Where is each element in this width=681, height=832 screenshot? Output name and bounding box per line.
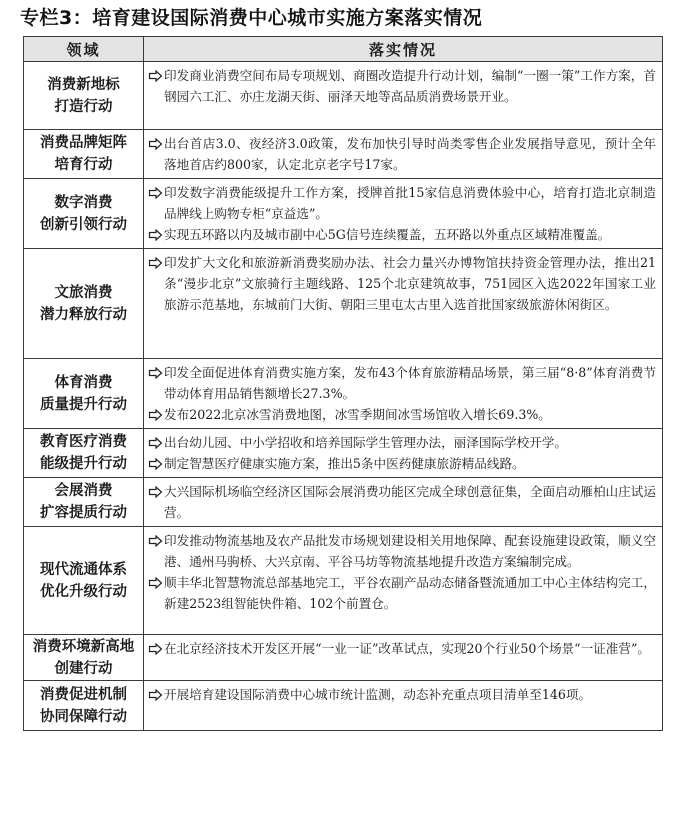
implementation-table: [23, 36, 663, 731]
field-cell: [24, 681, 144, 731]
detail-item: [148, 182, 656, 224]
field-label-line: 培育行动: [54, 157, 113, 173]
table-row: [24, 179, 663, 249]
arrow-right-icon: [148, 65, 164, 86]
detail-text: 印发推动物流基地及农产品批发市场规划建设相关用地保障、配套设施建设政策，顺义空港、通州马驹桥、大兴京南、平谷马坊等物流基地提升改造方案编制完成。: [164, 533, 656, 569]
detail-item: [148, 432, 656, 453]
table-row: [24, 130, 663, 179]
arrow-right-icon: [148, 481, 164, 502]
detail-cell: [144, 249, 663, 359]
detail-text: 印发扩大文化和旅游新消费奖励办法、社会力量兴办博物馆扶持资金管理办法，推出21条“漫步北京”文旅骑行主题线路、125个北京建筑故事，751园区入选2022年国家工业旅游示范基地，东城前门大街、朝阳三里屯太古里入选首批国家级旅游休闲街区。: [164, 255, 656, 312]
arrow-right-icon: [148, 362, 164, 383]
field-cell: [24, 429, 144, 478]
detail-text: 印发商业消费空间布局专项规划、商圈改造提升行动计划，编制“一圈一策”工作方案，首钢园六工汇、亦庄龙湖天街、丽泽天地等高品质消费场景开业。: [164, 68, 656, 104]
detail-cell: [144, 681, 663, 731]
table-row: [24, 527, 663, 635]
detail-text: 在北京经济技术开发区开展“一业一证”改革试点，实现20个行业50个场景“一证准营”。: [164, 641, 650, 656]
field-label-line: 能级提升行动: [40, 456, 127, 472]
detail-cell: [144, 130, 663, 179]
detail-cell: [144, 478, 663, 527]
detail-item: [148, 133, 656, 175]
detail-item: [148, 404, 656, 425]
page-title: 专栏3：培育建设国际消费中心城市实施方案落实情况: [20, 7, 483, 29]
detail-item: [148, 224, 656, 245]
table-row: [24, 681, 663, 731]
header-field: 领域: [24, 37, 144, 62]
table-row: [24, 249, 663, 359]
field-label-line: 消费新地标: [47, 76, 120, 93]
field-label-line: 创建行动: [54, 660, 113, 677]
detail-text: 出台首店3.0、夜经济3.0政策，发布加快引导时尚类零售企业发展指导意见，预计全年落地首店约800家，认定北京老字号17家。: [164, 136, 656, 172]
field-cell: [24, 478, 144, 527]
detail-text: 制定智慧医疗健康实施方案，推出5条中医药健康旅游精品线路。: [164, 456, 525, 471]
detail-cell: [144, 62, 663, 130]
field-cell: [24, 179, 144, 249]
field-label-line: 协同保障行动: [40, 708, 127, 725]
arrow-right-icon: [148, 182, 164, 203]
arrow-right-icon: [148, 572, 164, 593]
arrow-right-icon: [148, 432, 164, 453]
detail-text: 实现五环路以内及城市副中心5G信号连续覆盖，五环路以外重点区域精准覆盖。: [164, 227, 611, 242]
arrow-right-icon: [148, 638, 164, 659]
detail-text: 发布2022北京冰雪消费地图，冰雪季期间冰雪场馆收入增长69.3%。: [164, 407, 551, 422]
field-label-line: 优化升级行动: [40, 583, 127, 600]
field-cell: [24, 635, 144, 681]
table-body: [24, 62, 663, 731]
detail-cell: [144, 635, 663, 681]
arrow-right-icon: [148, 252, 164, 273]
detail-item: [148, 252, 656, 315]
detail-text: 顺丰华北智慧物流总部基地完工，平谷农副产品动态储备暨流通加工中心主体结构完工，新建2523组智能快件箱、102个前置仓。: [164, 575, 656, 611]
field-label-line: 创新引领行动: [40, 216, 127, 233]
arrow-right-icon: [148, 133, 164, 154]
arrow-right-icon: [148, 684, 164, 705]
field-label-line: 打造行动: [54, 98, 113, 115]
field-label-line: 现代流通体系: [40, 561, 127, 578]
table-row: [24, 429, 663, 478]
field-label-line: 质量提升行动: [40, 396, 127, 413]
field-label-line: 文旅消费: [54, 284, 113, 301]
detail-cell: [144, 179, 663, 249]
field-cell: [24, 130, 144, 179]
field-cell: [24, 527, 144, 635]
detail-text: 开展培育建设国际消费中心城市统计监测，动态补充重点项目清单至146项。: [164, 687, 592, 702]
table-row: [24, 359, 663, 429]
arrow-right-icon: [148, 404, 164, 425]
detail-item: [148, 481, 656, 523]
detail-item: [148, 453, 656, 474]
field-cell: [24, 359, 144, 429]
detail-text: 出台幼儿园、中小学招收和培养国际学生管理办法，丽泽国际学校开学。: [164, 435, 567, 450]
arrow-right-icon: [148, 453, 164, 474]
detail-text: 印发数字消费能级提升工作方案，授牌首批15家信息消费体验中心，培育打造北京制造品牌线上购物专柜“京益选”。: [164, 185, 656, 221]
field-label-line: 会展消费: [54, 483, 113, 499]
field-label-line: 消费环境新高地: [32, 638, 135, 655]
table-row: [24, 478, 663, 527]
detail-item: [148, 638, 656, 659]
header-status: 落实情况: [144, 37, 663, 62]
field-cell: [24, 249, 144, 359]
detail-cell: [144, 359, 663, 429]
table-row: [24, 62, 663, 130]
field-label-line: 消费品牌矩阵: [40, 135, 127, 151]
detail-item: [148, 684, 656, 705]
detail-cell: [144, 429, 663, 478]
field-label-line: 教育医疗消费: [40, 434, 127, 450]
table-header-row: [24, 37, 663, 62]
field-label-line: 消费促进机制: [40, 686, 127, 703]
field-label-line: 体育消费: [54, 374, 113, 391]
field-label-line: 数字消费: [54, 194, 113, 211]
detail-item: [148, 65, 656, 107]
field-label-line: 扩容提质行动: [40, 505, 127, 521]
detail-cell: [144, 527, 663, 635]
detail-text: 大兴国际机场临空经济区国际会展消费功能区完成全球创意征集，全面启动雁柏山庄试运营。: [164, 484, 656, 520]
field-label-line: 潜力释放行动: [40, 306, 127, 323]
table-row: [24, 635, 663, 681]
detail-item: [148, 362, 656, 404]
detail-item: [148, 530, 656, 572]
detail-text: 印发全面促进体育消费实施方案，发布43个体育旅游精品场景，第三届“8·8”体育消费节带动体育用品销售额增长27.3%。: [164, 365, 656, 401]
detail-item: [148, 572, 656, 614]
arrow-right-icon: [148, 530, 164, 551]
arrow-right-icon: [148, 224, 164, 245]
field-cell: [24, 62, 144, 130]
